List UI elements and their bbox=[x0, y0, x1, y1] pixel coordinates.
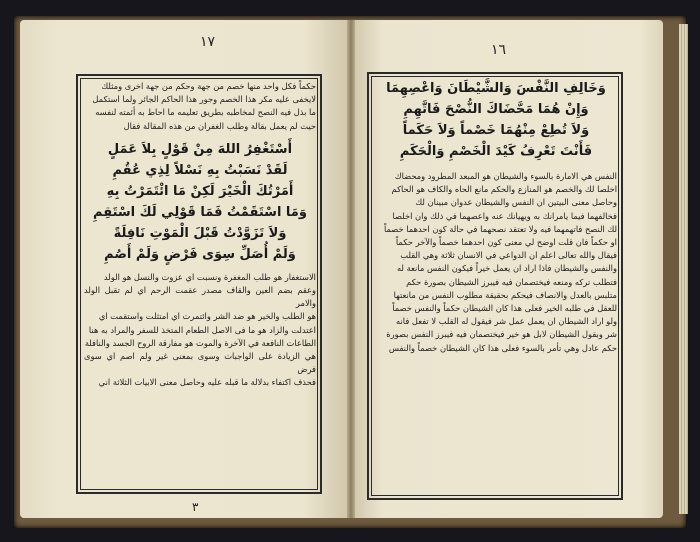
commentary-line: وحاصل معنى البيتين ان النفس والشيطان عدوان مبينان لك bbox=[415, 197, 617, 208]
verse-line: وَمَا اسْتَقَمْتُ فَمَا قَوْلِي لَكَ اسْتَقِمِ bbox=[93, 204, 307, 220]
commentary-line: لك النصح فاتهمهما فيه ولا تعتقد نصحهما في حالة كون احدهما خصماً bbox=[383, 223, 617, 234]
verse-line: لَقَدْ نَسَبْتُ بِهِ نَسْلاً لِذِي عُقُمِ bbox=[112, 162, 288, 178]
commentary-line: اعتدلت والزاد هو ما فى الاصل الطعام المتخذ للسفر والمراد به هنا bbox=[88, 324, 316, 335]
book-gutter bbox=[347, 20, 355, 518]
left-page bbox=[20, 20, 351, 518]
commentary-line: الاستغفار هو طلب المغفرة ونسبت اي عزوت والنسل هو الولد bbox=[103, 271, 316, 282]
commentary-line: للعقل في طلبه الخير فعلى هذا كان الشيطان حكماً والنفس خصماً bbox=[392, 303, 617, 314]
commentary-line: وعقم بضم العين والقاف مصدر عقمت الرحم اي لم تقبل الولد والامر bbox=[84, 285, 316, 309]
intro-line: لايخفى عليه مكر هذا الخصم وجور هذا الحاكم الجائر ولما استكمل bbox=[92, 94, 316, 105]
page-number-left: ١٧ bbox=[200, 34, 216, 50]
commentary-line: والنفس والشيطان فاذا اراد ان يعمل خيراً فيكون النفس مانعة له bbox=[396, 263, 617, 274]
verse-line: أَسْتَغْفِرُ اللهَ مِنْ قَوْلٍ بِلاَ عَمَلٍ bbox=[107, 141, 293, 157]
commentary-line: فيقال والله تعالى اعلم ان الدواعي في الانسان ثلاثة وهي القلب bbox=[400, 250, 617, 261]
commentary-line: اخلصا لك والخصم هو المنازع والحكم مانع الحاه والكاف هو الحاكم bbox=[391, 184, 617, 195]
commentary-line: شر وبقول الشيطان لابل هو خير فيختصمان فيه فيبرز النفس بصورة bbox=[386, 329, 617, 340]
commentary-line: ولو اراد الشيطان ان يعمل عمل شر فيقول له القلب لا تفعل فانه bbox=[396, 316, 617, 327]
commentary-line: فخالفهما فيما يامرانك به ويهيانك عنه واعصهما في ذلك وان اخلصا bbox=[392, 210, 617, 221]
page-number-right: ١٦ bbox=[491, 42, 507, 58]
commentary-line: هو الطلب والخير هو ضد الشر وائتمرت اي امتثلت واستقمت اي bbox=[98, 311, 316, 322]
left-body bbox=[84, 80, 316, 390]
verse-line: وَخَالِفِ النَّفْسَ وَالشَّيْطَانَ وَاعْصِهِمَا bbox=[386, 81, 606, 96]
commentary-line: او حكماً فان قلت اوضح لي معنى كون احدهما خصماً والآخر حكماً bbox=[395, 237, 617, 248]
page-edges bbox=[679, 24, 688, 514]
commentary-line: حكم عادل وهي تأمر بالسوء فعلى هذا كان الشيطان خصماً والنفس bbox=[388, 342, 617, 353]
verse-line: وَإِنْ هُمَا مَحَّضَاكَ النُّصْحَ فَاتَّهِمِ bbox=[403, 102, 589, 117]
right-body bbox=[375, 78, 617, 355]
intro-line: حكماً فكل واحد منها خصم من جهة وحكم من جهة اخرى ومثلك bbox=[101, 81, 316, 91]
commentary-line: متلبس بالعدل والانصاف فيحكم بحقيقة مطلوب النفس من مانعتها bbox=[393, 289, 617, 300]
verse-line: وَلاَ تُطِعْ مِنْهُمَا خَصْماً وَلاَ حَكَماً bbox=[402, 123, 590, 138]
commentary-line: فتطلب تركه ومنعه فيختصمان فيه فيبرز الشيطان بصورة حكم bbox=[406, 276, 617, 287]
commentary-line: النفس هي الامارة بالسوء والشيطان هو المبعد المطرود ومحضاك bbox=[394, 171, 617, 181]
signature-mark: ٣ bbox=[192, 500, 199, 514]
commentary-line: الطاعات النافعة في الآخرة والموت هو مفارقة الروح الجسد والنافلة bbox=[84, 337, 316, 348]
intro-line: ما بذل فيه النصح لمخاطبه بطريق تعليمه ما احاط به أئمته لنفسه bbox=[95, 107, 316, 118]
verse-line: أَمَرْتُكَ الْخَيْرَ لَكِنْ مَا ائْتَمَرْتُ بِهِ bbox=[106, 183, 294, 199]
commentary-line: هي الزيادة على الواجبات وسوى بمعنى غير ولم اصم اي سوى فرض bbox=[84, 351, 316, 375]
intro-line: حيث لم يعمل بقالة وطلب الغفران من هذه المقالة فقال bbox=[123, 120, 316, 131]
verse-line: فَأَنْتَ تَعْرِفُ كَيْدَ الْخَصْمِ وَالْحَكَمِ bbox=[399, 144, 593, 159]
commentary-line: فحذف اكتفاء بدلالة ما قبله عليه وحاصل معنى الابيات الثلاثة اني bbox=[98, 377, 316, 388]
right-page bbox=[351, 20, 663, 518]
verse-line: وَلاَ تَزَوَّدْتُ قَبْلَ الْمَوْتِ نَافِلَةً bbox=[113, 225, 287, 241]
verse-line: وَلَمْ أُصَلِّ سِوَى فَرْضٍ وَلَمْ أَصُمِ bbox=[104, 246, 296, 262]
